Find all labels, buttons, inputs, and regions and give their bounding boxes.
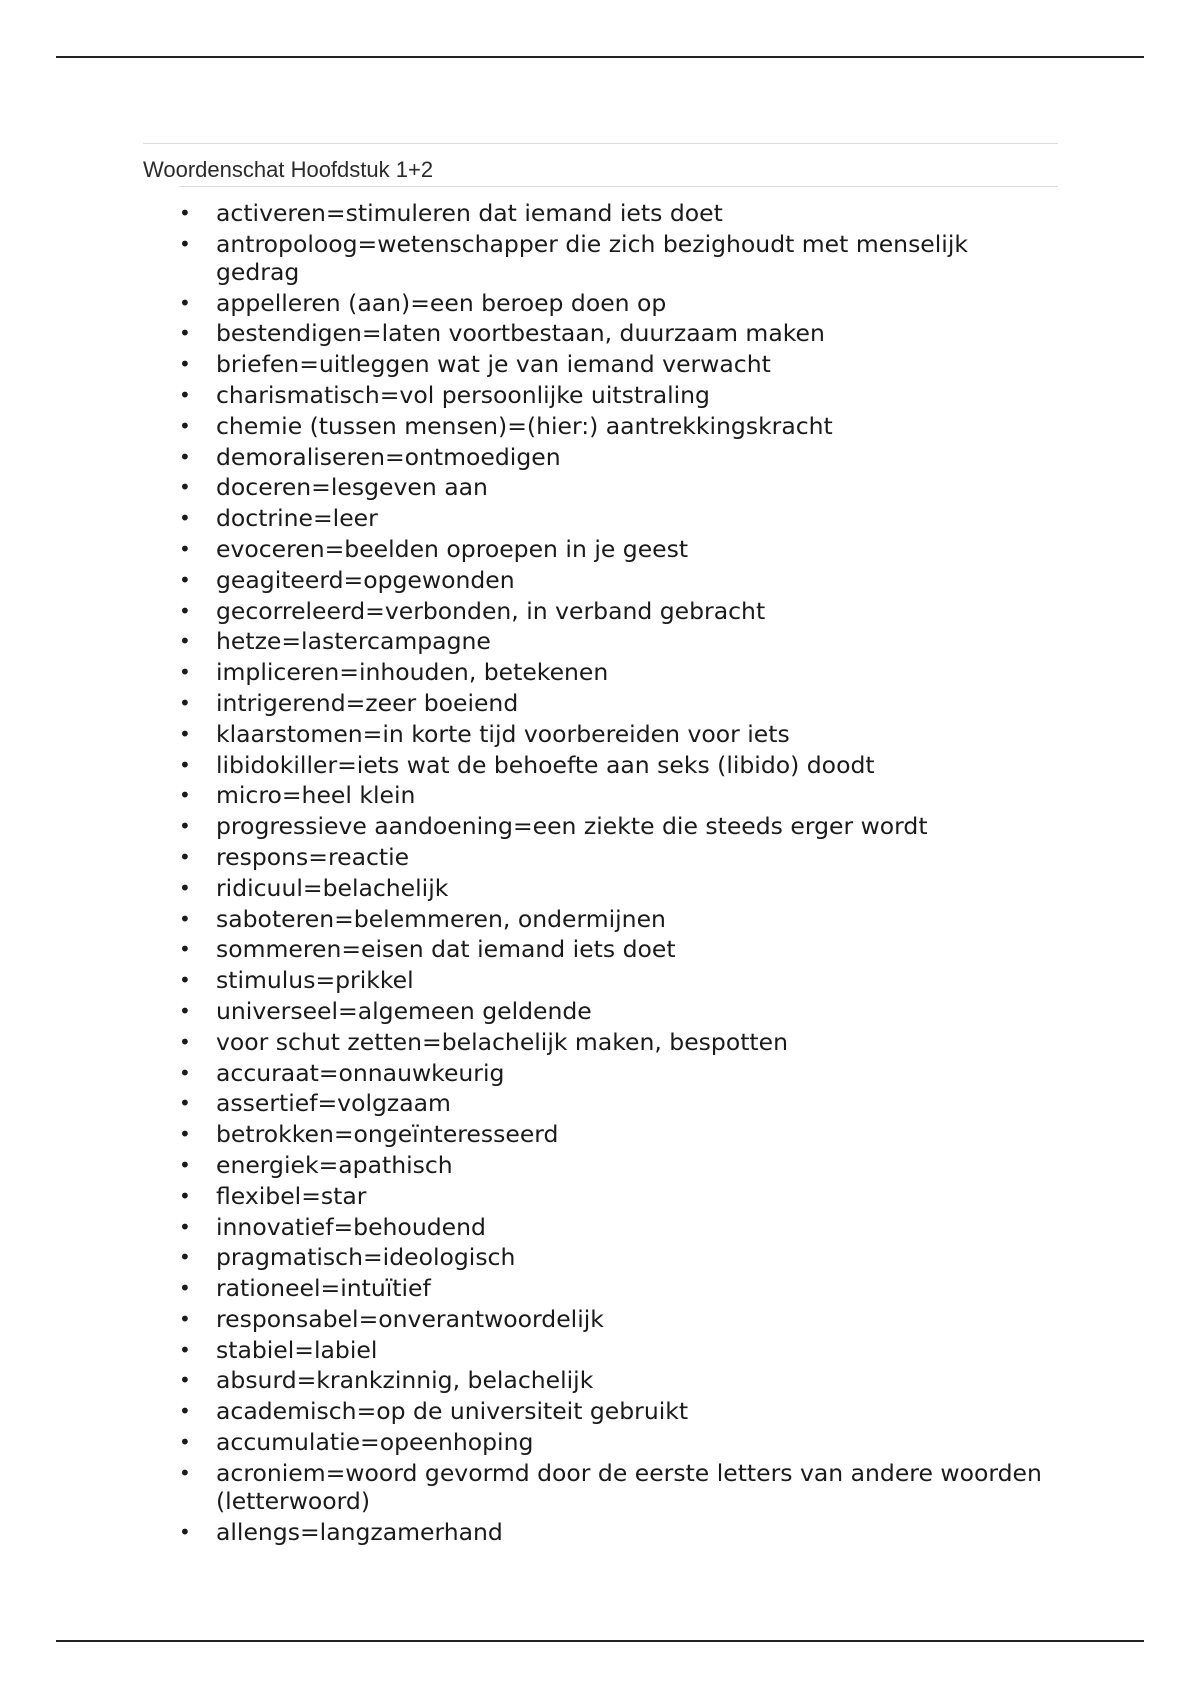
vocabulary-item-text: rationeel=intuïtief xyxy=(216,1274,431,1303)
vocabulary-item xyxy=(143,843,1058,871)
vocabulary-item-text: voor schut zetten=belachelijk maken, bespotten xyxy=(216,1027,788,1056)
vocabulary-item xyxy=(143,781,1058,809)
vocabulary-item xyxy=(143,350,1058,378)
bullet-icon: • xyxy=(179,1214,191,1239)
bullet-icon: • xyxy=(179,352,191,377)
bullet-icon: • xyxy=(179,1152,191,1177)
vocabulary-item xyxy=(143,966,1058,994)
bullet-icon: • xyxy=(179,1122,191,1147)
bullet-icon: • xyxy=(179,1519,191,1544)
bullet-icon: • xyxy=(179,1245,191,1270)
vocabulary-item xyxy=(143,1151,1058,1179)
page-top-rule xyxy=(56,56,1144,58)
bullet-icon: • xyxy=(179,1337,191,1362)
vocabulary-item xyxy=(143,1182,1058,1210)
bullet-icon: • xyxy=(179,321,191,346)
vocabulary-item xyxy=(143,812,1058,840)
bullet-icon: • xyxy=(179,413,191,438)
vocabulary-item-text: absurd=krankzinnig, belachelijk xyxy=(216,1366,594,1395)
vocabulary-item xyxy=(143,658,1058,686)
bullet-icon: • xyxy=(179,1306,191,1331)
vocabulary-item xyxy=(143,905,1058,933)
bullet-icon: • xyxy=(179,660,191,685)
bullet-icon: • xyxy=(179,382,191,407)
vocabulary-item xyxy=(143,997,1058,1025)
vocabulary-item-text: sommeren=eisen dat iemand iets doet xyxy=(216,935,676,964)
vocabulary-item-text: klaarstomen=in korte tijd voorbereiden voor iets xyxy=(216,719,790,748)
bullet-icon: • xyxy=(179,721,191,746)
vocabulary-item xyxy=(143,1089,1058,1117)
vocabulary-item xyxy=(143,597,1058,625)
vocabulary-item-text: universeel=algemeen geldende xyxy=(216,996,592,1025)
bullet-icon: • xyxy=(179,290,191,315)
vocabulary-item-text: assertief=volgzaam xyxy=(216,1089,451,1118)
vocabulary-item-text: charismatisch=vol persoonlijke uitstraling xyxy=(216,380,710,409)
vocabulary-item-text: evoceren=beelden oproepen in je geest xyxy=(216,534,689,563)
bullet-icon: • xyxy=(179,598,191,623)
vocabulary-list xyxy=(143,199,1058,1546)
vocabulary-item xyxy=(143,1213,1058,1241)
vocabulary-item-text: ridicuul=belachelijk xyxy=(216,873,449,902)
vocabulary-item xyxy=(143,1305,1058,1333)
bullet-icon: • xyxy=(179,1091,191,1116)
bullet-icon: • xyxy=(179,231,191,256)
vocabulary-item xyxy=(143,473,1058,501)
bullet-icon: • xyxy=(179,201,191,225)
bullet-icon: • xyxy=(179,752,191,777)
bullet-icon: • xyxy=(179,1029,191,1054)
vocabulary-item xyxy=(143,535,1058,563)
bullet-icon: • xyxy=(179,1460,191,1485)
vocabulary-item-text: allengs=langzamerhand xyxy=(216,1517,503,1546)
vocabulary-item-text: acroniem=woord gevormd door de eerste letters van andere woorden (letterwoord) xyxy=(216,1458,1042,1515)
bullet-icon: • xyxy=(179,906,191,931)
vocabulary-item xyxy=(143,1028,1058,1056)
bullet-icon: • xyxy=(179,1183,191,1208)
vocabulary-item-text: accumulatie=opeenhoping xyxy=(216,1428,534,1457)
vocabulary-item xyxy=(143,1459,1058,1515)
bullet-icon: • xyxy=(179,937,191,962)
bullet-icon: • xyxy=(179,1399,191,1424)
vocabulary-item xyxy=(143,199,1058,227)
bullet-icon: • xyxy=(179,783,191,808)
bullet-icon: • xyxy=(179,875,191,900)
vocabulary-item-text: innovatief=behoudend xyxy=(216,1212,486,1241)
vocabulary-item-text: bestendigen=laten voortbestaan, duurzaam maken xyxy=(216,319,825,348)
vocabulary-item xyxy=(143,412,1058,440)
vocabulary-item-text: gecorreleerd=verbonden, in verband gebracht xyxy=(216,596,766,625)
vocabulary-item-text: hetze=lastercampagne xyxy=(216,627,491,656)
vocabulary-item xyxy=(143,751,1058,779)
document-title: Woordenschat Hoofdstuk 1+2 xyxy=(143,157,434,182)
vocabulary-item xyxy=(143,627,1058,655)
bullet-icon: • xyxy=(179,506,191,531)
vocabulary-item-text: libidokiller=iets wat de behoefte aan seks (libido) doodt xyxy=(216,750,875,779)
vocabulary-item xyxy=(143,874,1058,902)
vocabulary-item-text: doceren=lesgeven aan xyxy=(216,473,488,502)
vocabulary-item xyxy=(143,720,1058,748)
vocabulary-item-text: responsabel=onverantwoordelijk xyxy=(216,1304,604,1333)
bullet-icon: • xyxy=(179,968,191,993)
vocabulary-item xyxy=(143,1397,1058,1425)
vocabulary-item-text: saboteren=belemmeren, ondermijnen xyxy=(216,904,666,933)
vocabulary-item-text: stimulus=prikkel xyxy=(216,966,414,995)
vocabulary-item-text: briefen=uitleggen wat je van iemand verwacht xyxy=(216,350,771,379)
bullet-icon: • xyxy=(179,844,191,869)
vocabulary-item xyxy=(143,689,1058,717)
bullet-icon: • xyxy=(179,1430,191,1455)
vocabulary-item xyxy=(143,1274,1058,1302)
vocabulary-item xyxy=(143,381,1058,409)
vocabulary-item-text: appelleren (aan)=een beroep doen op xyxy=(216,288,667,317)
vocabulary-item-text: geagiteerd=opgewonden xyxy=(216,565,515,594)
bullet-icon: • xyxy=(179,629,191,654)
document-body xyxy=(143,143,1058,1548)
bullet-icon: • xyxy=(179,998,191,1023)
vocabulary-item-text: flexibel=star xyxy=(216,1181,367,1210)
vocabulary-item xyxy=(143,289,1058,317)
vocabulary-item-text: respons=reactie xyxy=(216,842,410,871)
bullet-icon: • xyxy=(179,536,191,561)
vocabulary-item-text: micro=heel klein xyxy=(216,781,416,810)
bullet-icon: • xyxy=(179,814,191,839)
page-bottom-rule xyxy=(56,1640,1144,1642)
vocabulary-item xyxy=(143,1428,1058,1456)
bullet-icon: • xyxy=(179,567,191,592)
vocabulary-item-text: energiek=apathisch xyxy=(216,1150,453,1179)
vocabulary-item xyxy=(143,1366,1058,1394)
vocabulary-item xyxy=(143,504,1058,532)
vocabulary-item-text: antropoloog=wetenschapper die zich bezighoudt met menselijk gedrag xyxy=(216,229,968,286)
vocabulary-item xyxy=(143,1243,1058,1271)
vocabulary-item xyxy=(143,319,1058,347)
vocabulary-item xyxy=(143,566,1058,594)
vocabulary-item-text: impliceren=inhouden, betekenen xyxy=(216,658,609,687)
vocabulary-item xyxy=(143,1059,1058,1087)
bullet-icon: • xyxy=(179,690,191,715)
vocabulary-item xyxy=(143,935,1058,963)
vocabulary-item xyxy=(143,1518,1058,1546)
vocabulary-item xyxy=(143,443,1058,471)
vocabulary-item-text: accuraat=onnauwkeurig xyxy=(216,1058,505,1087)
vocabulary-item-text: stabiel=labiel xyxy=(216,1335,378,1364)
vocabulary-item-text: doctrine=leer xyxy=(216,504,378,533)
vocabulary-item-text: betrokken=ongeïnteresseerd xyxy=(216,1120,559,1149)
vocabulary-item-text: intrigerend=zeer boeiend xyxy=(216,688,519,717)
bullet-icon: • xyxy=(179,1276,191,1301)
vocabulary-item-text: progressieve aandoening=een ziekte die steeds erger wordt xyxy=(216,812,928,841)
vocabulary-item xyxy=(143,230,1058,286)
vocabulary-item-text: demoraliseren=ontmoedigen xyxy=(216,442,561,471)
vocabulary-item xyxy=(143,1120,1058,1148)
bullet-icon: • xyxy=(179,1368,191,1393)
vocabulary-item-text: chemie (tussen mensen)=(hier:) aantrekkingskracht xyxy=(216,411,833,440)
vocabulary-item xyxy=(143,1336,1058,1364)
vocabulary-item-text: academisch=op de universiteit gebruikt xyxy=(216,1397,689,1426)
bullet-icon: • xyxy=(179,1060,191,1085)
title-top-rule xyxy=(143,143,1058,144)
bullet-icon: • xyxy=(179,444,191,469)
vocabulary-item-text: pragmatisch=ideologisch xyxy=(216,1243,516,1272)
bullet-icon: • xyxy=(179,475,191,500)
vocabulary-item-text: activeren=stimuleren dat iemand iets doet xyxy=(216,199,723,227)
title-bottom-rule xyxy=(179,186,1058,187)
